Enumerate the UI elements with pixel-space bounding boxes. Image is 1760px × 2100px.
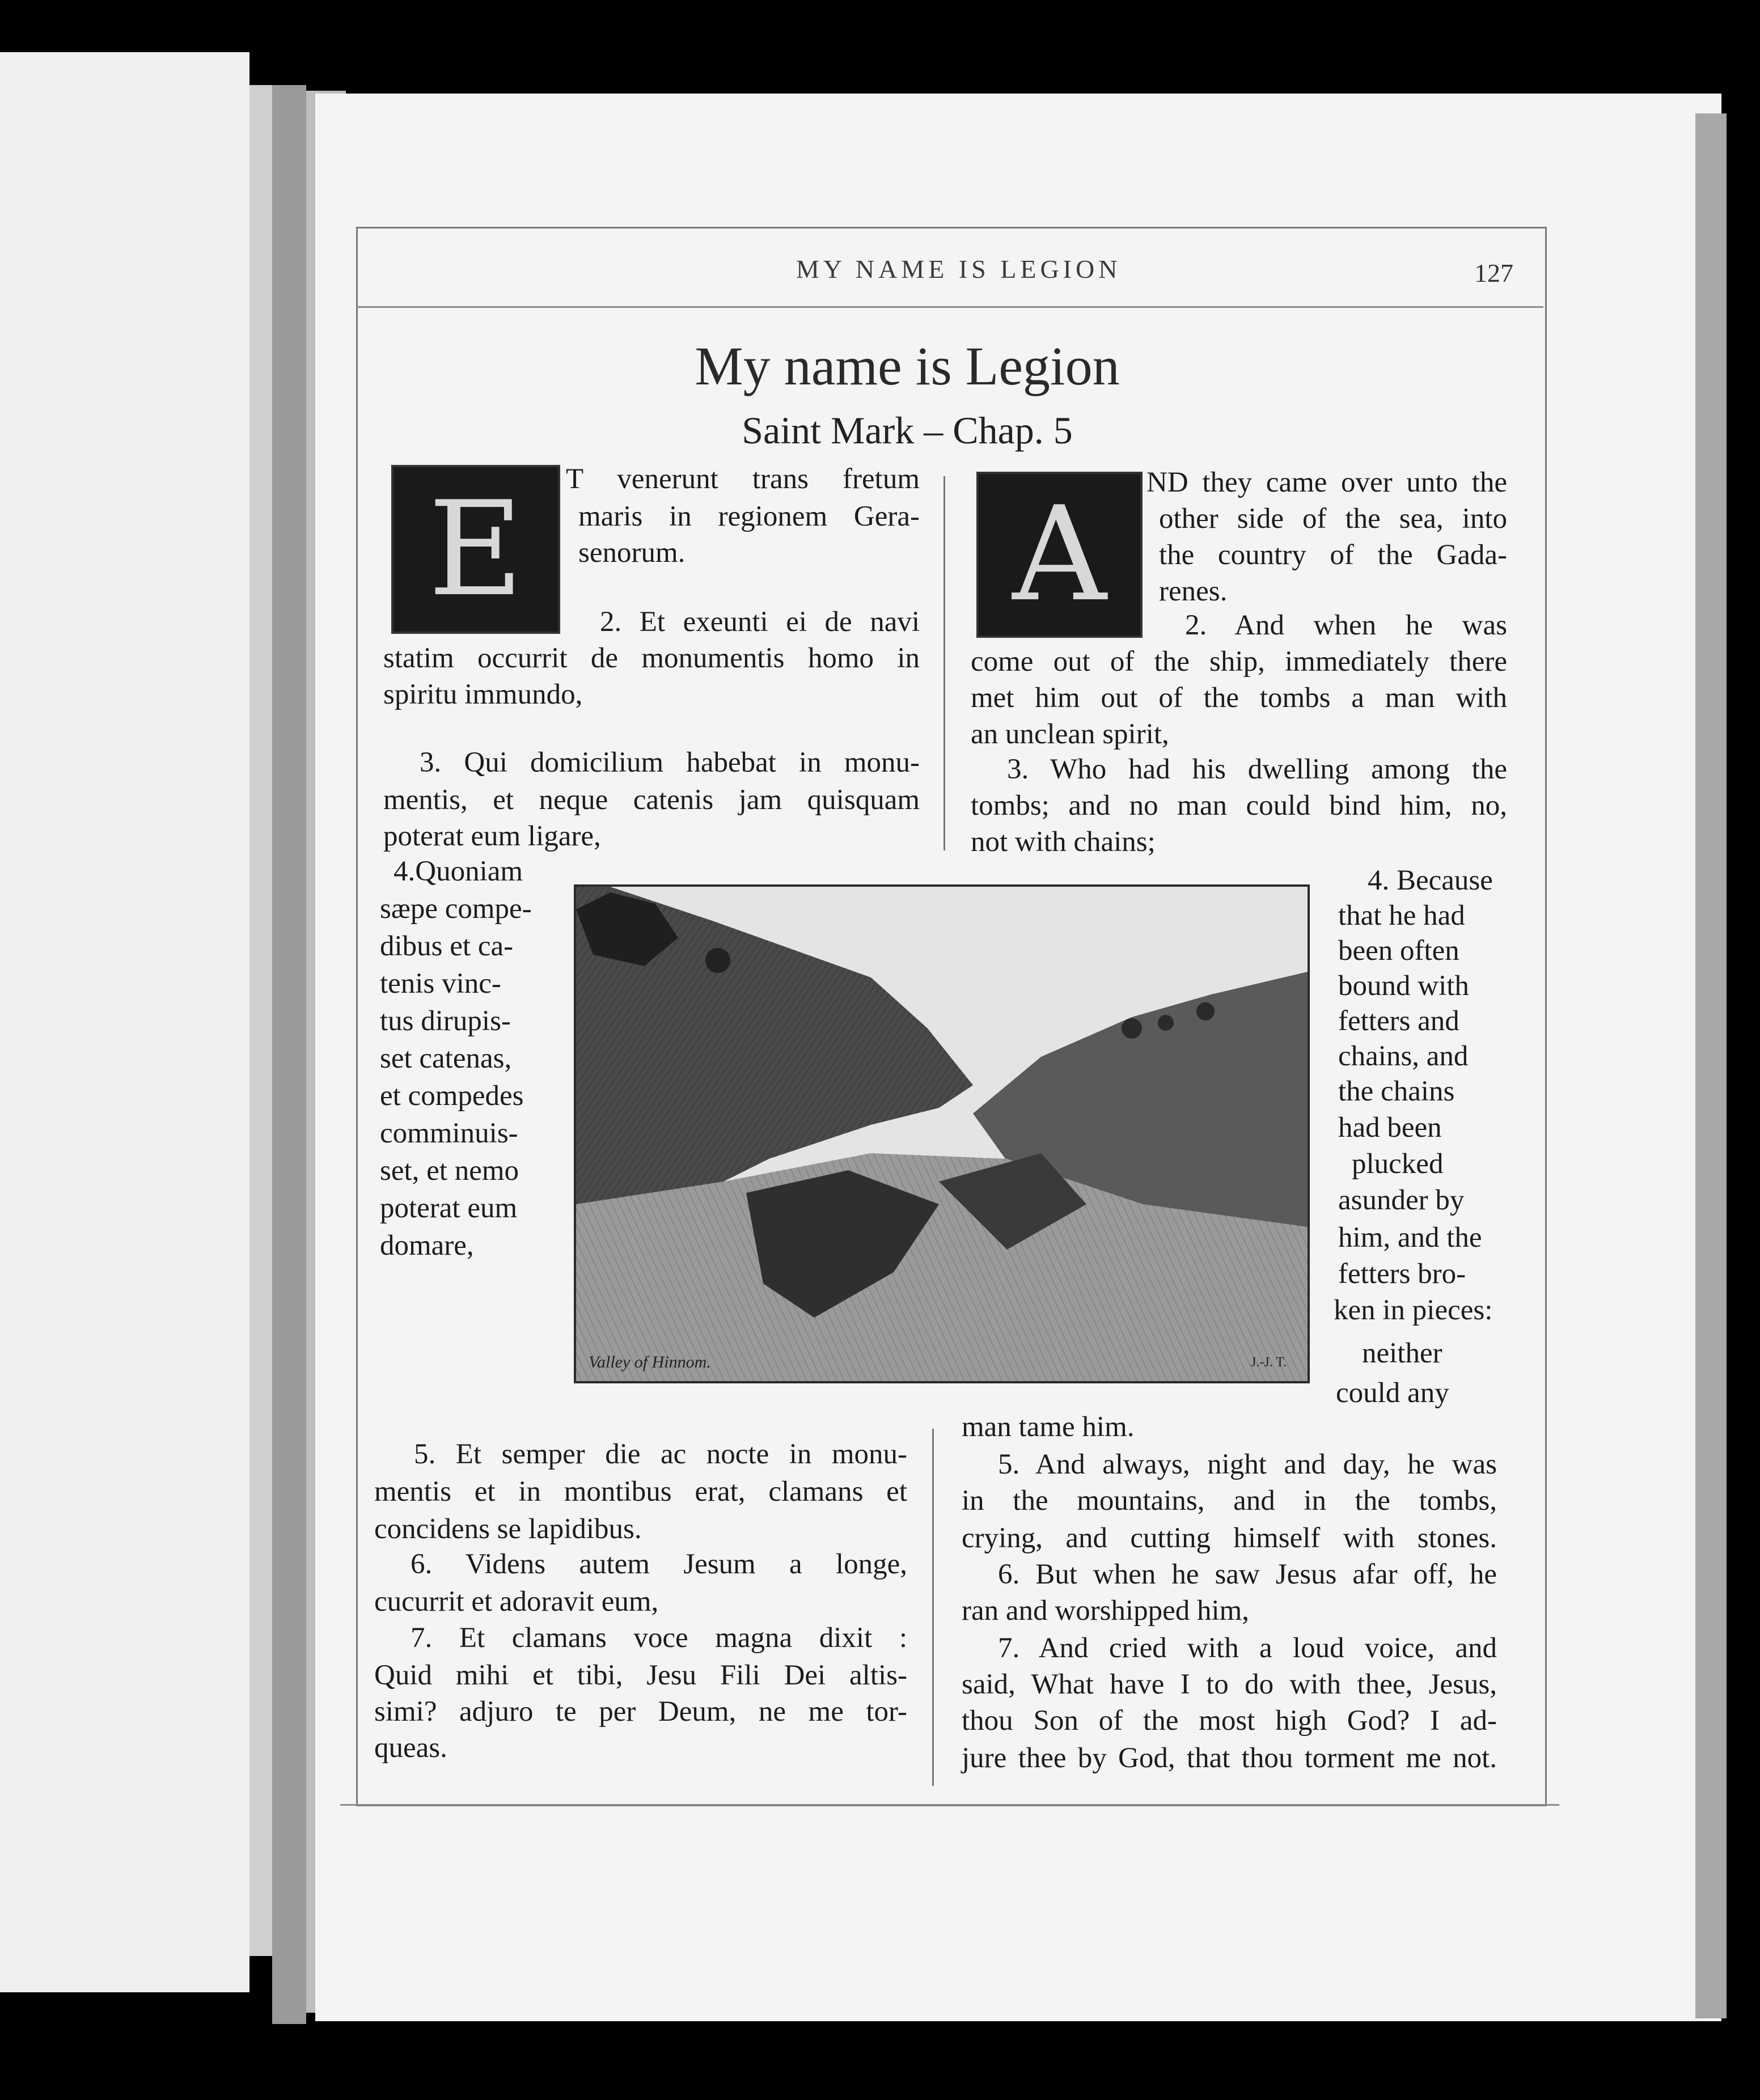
english-v7-line: thou Son of the most high God? I ad- [962, 1705, 1497, 1737]
latin-dropcap [391, 465, 560, 634]
latin-v7-line: simi? adjuro te per Deum, ne me tor- [374, 1696, 907, 1728]
latin-v4-line: comminuis- [380, 1117, 518, 1149]
page-number: 127 [1474, 259, 1513, 287]
english-v2-line: an unclean spirit, [971, 718, 1169, 750]
valley-illustration [574, 884, 1310, 1383]
english-v1-line: renes. [1159, 575, 1228, 607]
running-head: MY NAME IS LEGION [796, 255, 1122, 283]
english-v4-line: had been [1338, 1112, 1442, 1144]
english-v2-line: 2. And when he was [1185, 609, 1507, 641]
latin-v3-line: 3. Qui domicilium habebat in monu- [420, 747, 920, 778]
page-fore-edge [1695, 113, 1727, 2018]
english-v5-line: 5. And always, night and day, he was [998, 1449, 1497, 1480]
english-v4-line: him, and the [1338, 1222, 1482, 1254]
english-v1-line: the country of the Gada- [1159, 539, 1507, 571]
latin-v4-line: domare, [380, 1230, 474, 1261]
english-v4-line: that he had [1338, 900, 1465, 932]
english-v4-line: fetters and [1338, 1005, 1459, 1037]
page-subtitle: Saint Mark – Chap. 5 [742, 409, 1073, 452]
english-v4-line: neither [1362, 1337, 1442, 1369]
latin-v1-line: maris in regionem Gera- [578, 501, 920, 532]
english-v4-line: man tame him. [962, 1411, 1135, 1443]
english-v4-line: ken in pieces: [1334, 1294, 1493, 1326]
english-v1-line: other side of the sea, into [1159, 503, 1507, 535]
english-v3-line: not with chains; [971, 826, 1156, 858]
latin-v4-line: tenis vinc- [380, 968, 501, 1000]
book-spine [272, 85, 306, 2024]
latin-v2-line: statim occurrit de monumentis homo in [383, 642, 920, 674]
english-v7-line: said, What have I to do with thee, Jesus, [962, 1669, 1497, 1700]
latin-v4-line: et compedes [380, 1080, 524, 1112]
english-dropcap-letter: A [1012, 479, 1107, 630]
page-title: My name is Legion [695, 336, 1120, 396]
english-v7-line: jure thee by God, that thou torment me not. [962, 1742, 1497, 1774]
latin-v4-line: set, et nemo [380, 1155, 519, 1187]
latin-v2-line: 2. Et exeunti ei de navi [600, 606, 920, 638]
latin-v7-line: queas. [374, 1732, 447, 1764]
latin-v3-line: poterat eum ligare, [383, 820, 601, 852]
english-v7-line: 7. And cried with a loud voice, and [998, 1632, 1497, 1664]
left-page [0, 52, 249, 1992]
latin-v4-line: poterat eum [380, 1192, 518, 1224]
english-v4-line: fetters bro- [1338, 1258, 1466, 1290]
latin-v3-line: mentis, et neque catenis jam quisquam [383, 784, 920, 816]
latin-v4-line: set catenas, [380, 1043, 512, 1074]
english-v3-line: tombs; and no man could bind him, no, [971, 790, 1507, 822]
english-v2-line: met him out of the tombs a man with [971, 682, 1507, 714]
english-v5-line: in the mountains, and in the tombs, [962, 1485, 1497, 1517]
english-v3-line: 3. Who had his dwelling among the [1007, 753, 1507, 785]
english-v4-line: could any [1336, 1377, 1449, 1409]
illustration-signature: J.-J. T. [1251, 1355, 1287, 1370]
english-v4-line: asunder by [1338, 1184, 1465, 1216]
latin-v4-line: dibus et ca- [380, 930, 514, 962]
latin-v6-line: 6. Videns autem Jesum a longe, [411, 1548, 907, 1580]
english-v1-line: ND they came over unto the [1146, 467, 1507, 498]
latin-v1-line: T venerunt trans fretum [566, 463, 920, 495]
latin-v5-line: 5. Et semper die ac nocte in monu- [414, 1438, 907, 1470]
english-dropcap [976, 472, 1143, 638]
english-v4-line: chains, and [1338, 1040, 1469, 1072]
latin-v1-line: senorum. [578, 537, 686, 569]
english-v5-line: crying, and cutting himself with stones. [962, 1522, 1497, 1554]
english-v4-line: bound with [1338, 970, 1469, 1002]
english-v6-line: ran and worshipped him, [962, 1595, 1250, 1627]
valley-engraving [576, 887, 1308, 1381]
left-page-edge [249, 85, 272, 1956]
latin-v5-line: concidens se lapidibus. [374, 1513, 642, 1545]
english-v4-line: 4. Because [1368, 865, 1493, 896]
latin-v7-line: Quid mihi et tibi, Jesu Fili Dei altis- [374, 1659, 907, 1691]
latin-v5-line: mentis et in montibus erat, clamans et [374, 1476, 907, 1508]
latin-v7-line: 7. Et clamans voce magna dixit : [411, 1622, 907, 1654]
english-v4-line: been often [1338, 935, 1459, 967]
illustration-caption: Valley of Hinnom. [589, 1353, 711, 1371]
column-divider-bottom [932, 1429, 934, 1786]
english-v6-line: 6. But when he saw Jesus afar off, he [998, 1559, 1497, 1590]
english-v2-line: come out of the ship, immediately there [971, 646, 1507, 678]
latin-v2-line: spiritu immundo, [383, 679, 583, 710]
english-v4-line: the chains [1338, 1076, 1455, 1107]
header-rule [356, 306, 1543, 308]
latin-dropcap-letter: E [428, 473, 523, 625]
english-v4-line: plucked [1352, 1148, 1444, 1180]
latin-v4-line: tus dirupis- [380, 1005, 511, 1037]
latin-v4-line: 4.Quoniam [394, 856, 523, 887]
latin-v4-line: sæpe compe- [380, 893, 532, 925]
latin-v6-line: cucurrit et adoravit eum, [374, 1586, 659, 1618]
bottom-rule [340, 1804, 1559, 1806]
column-divider-top [944, 476, 945, 850]
